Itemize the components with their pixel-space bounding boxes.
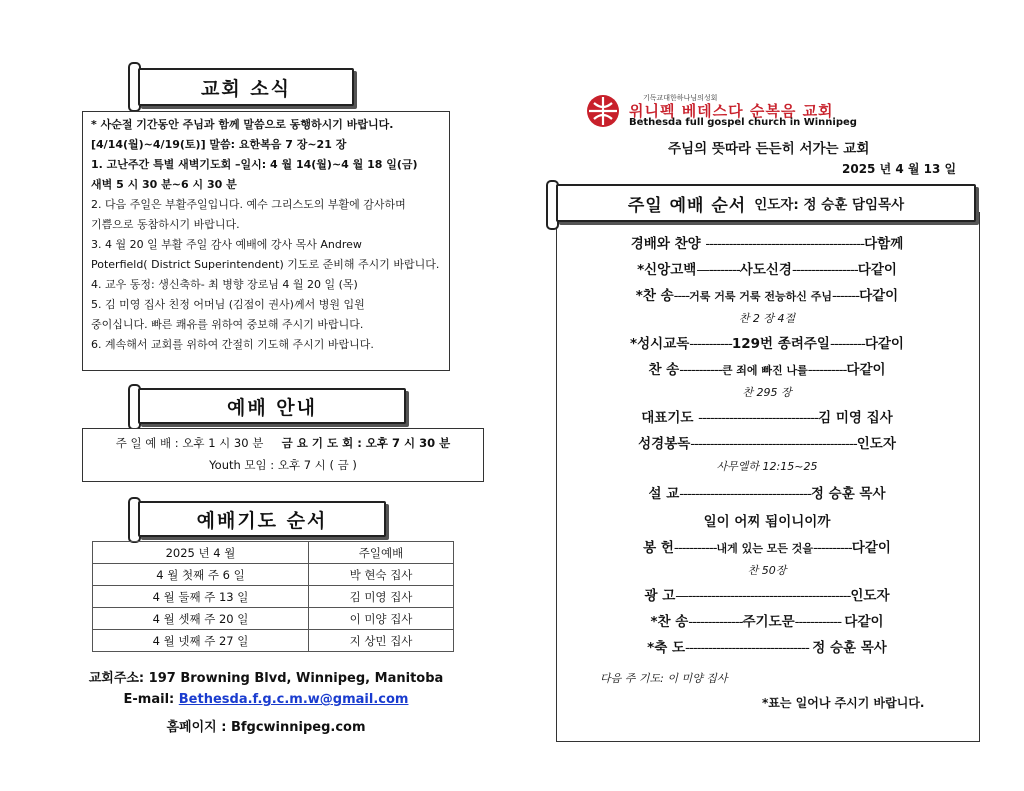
table-cell: 김 미영 집사 [309,586,454,608]
table-cell: 지 상민 집사 [309,630,454,652]
order-item [556,284,978,304]
order-item-leader: 인도자 [856,436,896,452]
church-address: 교회주소: 197 Browning Blvd, Winnipeg, Manitoba [88,671,444,686]
order-item-leader: 다같이 [864,336,904,352]
order-item-detail: 큰 죄에 빠진 나를 [721,364,808,377]
order-item-name: *성시교독 [630,336,690,352]
order-item-leader: 다같이 [857,262,897,278]
news-item: [4/14(월)~4/19(토)] 말씀: 요한복음 7 장~21 장 [91,138,347,151]
dash-leader: ----------------------------------------- [705,236,865,252]
news-item: 새벽 5 시 30 분~6 시 30 분 [91,178,237,191]
worship-box [82,428,484,482]
dash-leader: ----------- [673,540,717,556]
standing-note: *표는 일어나 주시기 바랍니다. [762,696,925,710]
news-item: 5. 김 미영 집사 친정 어머님 (김점이 권사)께서 병원 입원 [91,298,365,311]
news-item: Poterfield( District Superintendent) 기도로 준비해 주시기 바랍니다. [91,258,440,271]
dash-leader: ----------------- [791,262,858,278]
table-row [93,586,454,608]
table-cell: 4 월 넷째 주 27 일 [93,630,309,652]
hymn-reference: 사무엘하 12:15~25 [716,460,818,473]
order-item-name: *찬 송 [650,614,689,630]
order-item [556,232,978,252]
table-cell: 이 미양 집사 [309,608,454,630]
dash-leader: ------------------------------- [698,410,819,426]
logo-korean-name: 위니펙 베데스다 순복음 교회 [629,102,834,120]
order-item-leader: 다같이 [846,362,886,378]
order-item-detail: 사도신경 [739,262,792,278]
dash-leader: ---------- [813,540,852,556]
news-item: 6. 계속해서 교회를 위하여 간절히 기도해 주시기 바랍니다. [91,338,374,351]
table-header [93,542,454,564]
order-item [556,610,978,630]
dash-leader: ------------ [794,614,845,630]
table-row [93,630,454,652]
news-list [91,115,441,355]
order-item-leader: 인도자 [850,588,890,604]
news-item: * 사순절 기간동안 주님과 함께 말씀으로 동행하시기 바랍니다. [91,118,394,131]
church-logo [583,93,983,133]
order-item-leader: 정 승훈 목사 [810,486,886,502]
order-item-name: 봉 헌 [643,540,674,556]
order-item-detail: 내게 있는 모든 것을 [716,542,814,555]
order-item [556,406,978,426]
order-item-name: 대표기도 [641,410,699,426]
news-item: 3. 4 월 20 일 부활 주일 감사 예배에 강사 목사 Andrew [91,238,362,251]
dash-leader: ----------- [679,362,722,378]
logo-denomination: 기독교대한하나님의성회 [643,94,718,102]
order-item-name: 경배와 찬양 [630,236,706,252]
news-item: 중이십니다. 빠른 쾌유를 위하여 중보해 주시기 바랍니다. [91,318,364,331]
prayer-banner [128,497,398,543]
order-item [556,510,978,530]
order-item [556,332,978,352]
order-item-name: 광 고 [644,588,676,604]
email-line [82,692,450,707]
dash-leader: ---------------------------------- [679,486,811,502]
order-list [556,232,978,702]
order-item [556,258,978,278]
prayer-title: 예배기도 순서 [138,501,386,537]
table-header-cell: 주일예배 [309,542,454,564]
order-item-leader: 정 승훈 목사 [812,640,887,656]
dash-leader: —------------------------------------------ [675,588,851,604]
bulletin-date: 2025 년 4 월 13 일 [842,162,957,176]
order-item [556,536,978,556]
hymn-reference: 찬 50장 [747,564,787,577]
table-cell: 4 월 둘째 주 13 일 [93,586,309,608]
table-cell: 4 월 셋째 주 20 일 [93,608,309,630]
worship-banner [128,384,418,430]
order-item-name: *축 도 [647,640,686,656]
table-row [93,564,454,586]
friday-prayer-time: 금 요 기 도 회 : 오후 7 시 30 분 [281,436,451,450]
order-item-name: 설 교 [648,486,680,502]
table-header-cell: 2025 년 4 월 [93,542,309,564]
dash-leader: ------------------------------------------- [690,436,857,452]
order-item [556,482,978,502]
dash-leader: --------- [829,336,865,352]
youth-meeting-time: Youth 모임 : 오후 7 시 ( 금 ) [209,458,357,472]
hymn-reference: 찬 2 장 4절 [738,312,796,325]
dash-leader: —-------- [696,262,740,278]
order-item-name: 찬 송 [648,362,680,378]
order-item [556,584,978,604]
homepage: 홈페이지 : Bfgcwinnipeg.com [166,720,366,735]
news-item: 2. 다음 주일은 부활주일입니다. 예수 그리스도의 부활에 감사하며 [91,198,406,211]
order-item-leader: 다같이 [859,288,899,304]
order-item [556,636,978,656]
order-item-name: *찬 송 [635,288,674,304]
news-banner [128,62,368,112]
hymn-reference: 찬 295 장 [742,386,792,399]
email-link[interactable]: Bethesda.f.g.c.m.w@gmail.com [178,692,409,707]
worship-title: 예배 안내 [138,388,406,424]
news-item: 1. 고난주간 특별 새벽기도회 –일시: 4 월 14(월)~4 월 18 일(금) [91,158,418,171]
email-label: E-mail: [123,692,179,707]
order-item-leader: 김 미영 집사 [818,410,893,426]
dash-leader: -------------- [688,614,743,630]
order-item-name: *신앙고백 [637,262,697,278]
order-item [556,358,978,378]
table-row [93,608,454,630]
order-title: 주일 예배 순서 [627,195,747,216]
order-item-detail: 일이 어찌 됨이니이까 [703,514,831,530]
order-item-detail: 주기도문 [742,614,795,630]
next-week-prayer: 다음 주 기도: 이 미양 집사 [600,672,728,685]
church-motto: 주님의 뜻따라 든든히 서가는 교회 [668,141,870,157]
order-item-name: 성경봉독 [638,436,691,452]
sunday-service-time: 주 일 예 배 : 오후 1 시 30 분 [115,436,264,450]
news-box [82,111,450,371]
order-item-detail: 거룩 거룩 거룩 전능하신 주님 [689,290,832,303]
order-leader: 인도자: 정 승훈 담임목사 [754,197,905,213]
order-title-bar [556,184,976,222]
order-item-leader: 다같이 [844,614,884,630]
prayer-schedule-table [92,541,454,652]
table-cell: 박 현숙 집사 [309,564,454,586]
order-item-leader: 다같이 [851,540,891,556]
news-item: 4. 교우 동정: 생신축하- 최 병향 장로님 4 월 20 일 (목) [91,278,358,291]
news-title: 교회 소식 [138,68,354,106]
dash-leader: ---- [673,288,690,304]
order-item [556,432,978,452]
dash-leader: ---------- [807,362,847,378]
logo-english-name: Bethesda full gospel church in Winnipeg [629,117,857,128]
table-cell: 4 월 첫째 주 6 일 [93,564,309,586]
news-item: 기쁨으로 동참하시기 바랍니다. [91,218,240,231]
dash-leader: -------------------------------- [685,640,813,656]
order-item-detail: 129번 종려주일 [731,336,830,352]
church-emblem-icon [583,93,623,129]
order-banner [546,180,986,230]
order-item-leader: 다함께 [864,236,904,252]
dash-leader: ------- [831,288,860,304]
dash-leader: ----------- [689,336,732,352]
